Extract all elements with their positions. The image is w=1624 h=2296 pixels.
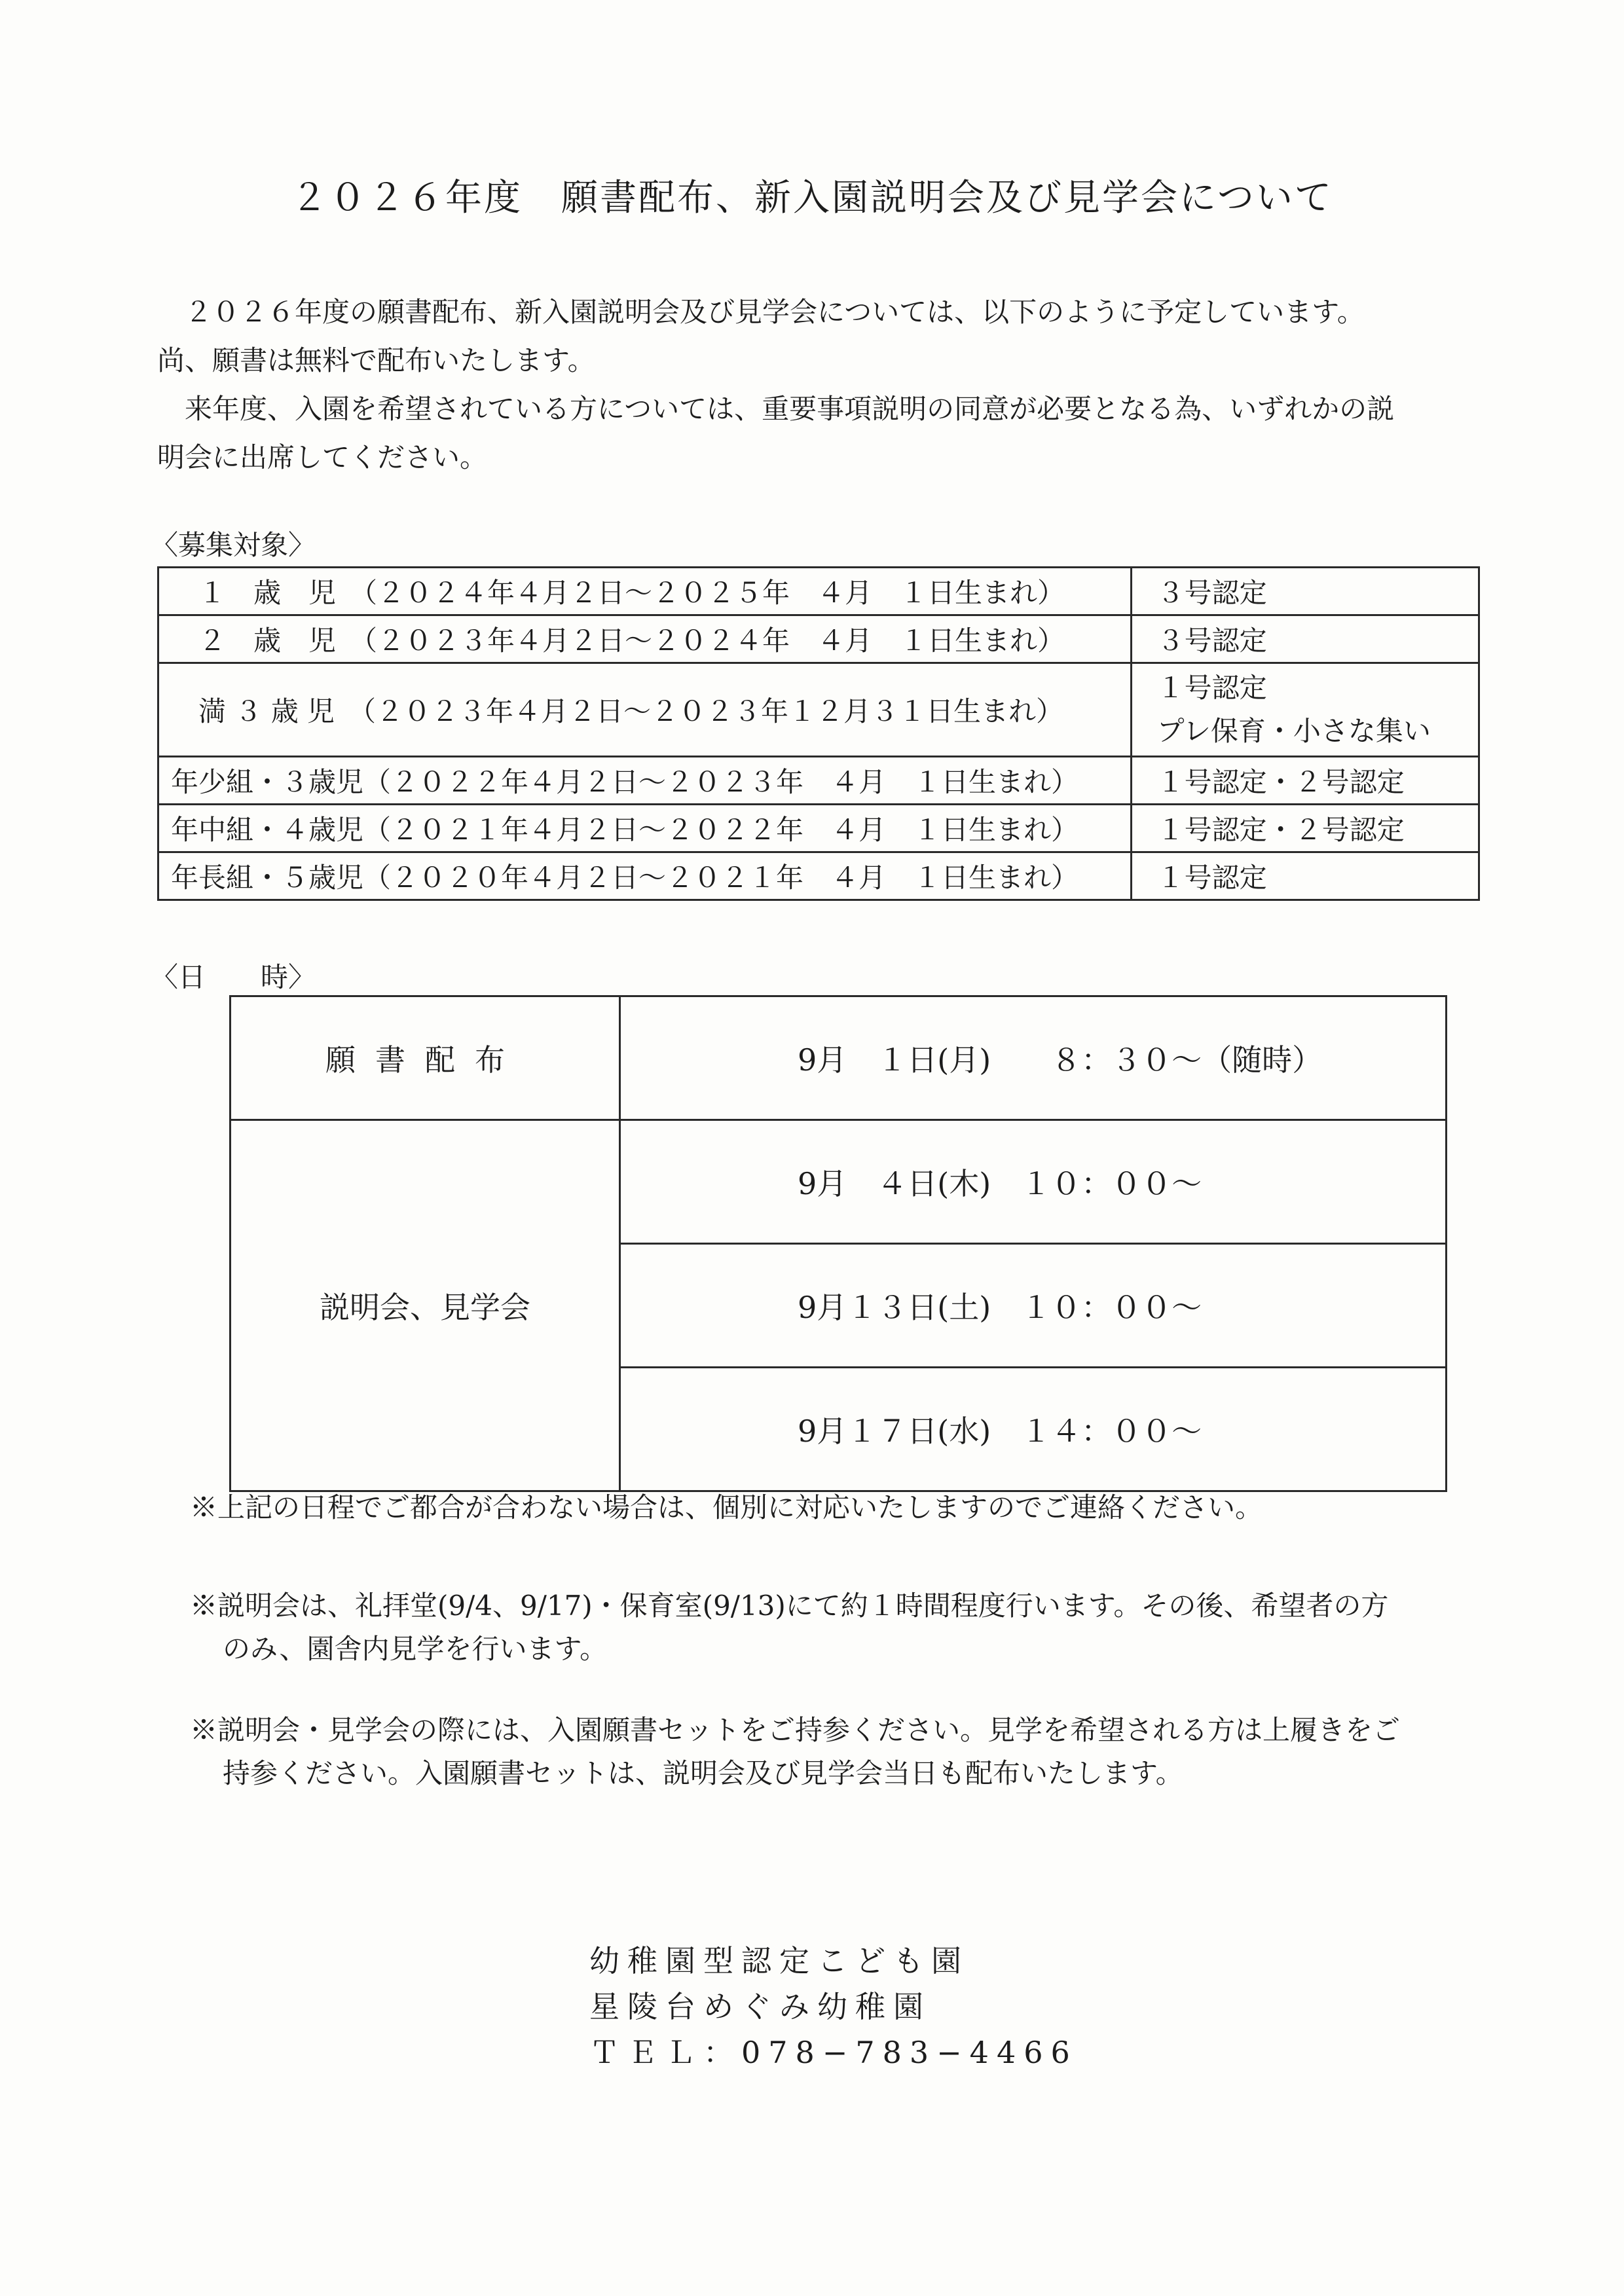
note-1: ※上記の日程でご都合が合わない場合は、個別に対応いたしますのでご連絡ください。 [190,1491,1263,1523]
intro-line-3: 来年度、入園を希望されている方については、重要事項説明の同意が必要となる為、いずれかの説 [185,393,1395,425]
footer-org-name: 星陵台めぐみ幼稚園 [589,1989,931,2024]
intro-line-1: ２０２６年度の願書配布、新入園説明会及び見学会については、以下のように予定しています。 [185,296,1365,328]
cert-cell: ３号認定 [1131,568,1479,615]
intro-line-2: 尚、願書は無料で配布いたします。 [157,344,595,376]
cert-cell: １号認定・２号認定 [1131,757,1479,805]
table-row [158,805,1479,852]
note-2 [190,1584,1500,1671]
age-cell: １ 歳 児 （２０２４年４月２日～２０２５年 ４月 １日生まれ） [158,568,1132,615]
schedule-label: 〈日 時〉 [151,961,316,993]
footer [589,1938,1078,2075]
briefing-date: 9月１７日(水) １４：００～ [620,1368,1447,1491]
briefing-date: 9月１３日(土) １０：００～ [620,1244,1447,1368]
distribution-label: 願書配布 [231,996,620,1120]
note-3-line-2: 持参ください。入園願書セットは、説明会及び見学会当日も配布いたします。 [223,1757,1183,1789]
cert-line-1: １号認定 [1156,672,1267,704]
intro-line-4: 明会に出席してください。 [157,441,488,473]
note-3 [190,1709,1500,1795]
age-cell: 満 ３ 歳 児 （２０２３年４月２日～２０２３年１２月３１日生まれ） [158,663,1132,757]
table-row [158,852,1479,900]
table-row [158,615,1479,663]
note-3-line-1: ※説明会・見学会の際には、入園願書セットをご持参ください。見学を希望される方は上履きをご [190,1714,1401,1746]
schedule-table [229,995,1447,1492]
age-cell: 年中組・４歳児（２０２１年４月２日～２０２２年 ４月 １日生まれ） [158,805,1132,852]
cert-cell: １号認定 [1131,852,1479,900]
distribution-value: 9月 １日(月) ８：３０～（随時） [620,996,1447,1120]
note-2-line-2: のみ、園舎内見学を行います。 [223,1633,608,1665]
document-title: ２０２６年度 願書配布、新入園説明会及び見学会について [291,177,1333,219]
table-row [158,568,1479,615]
briefing-label: 説明会、見学会 [231,1120,620,1491]
cert-cell [1131,663,1479,757]
recruitment-table [157,566,1480,901]
footer-tel: ＴＥＬ：078−783−4466 [589,2035,1078,2070]
age-cell: ２ 歳 児 （２０２３年４月２日～２０２４年 ４月 １日生まれ） [158,615,1132,663]
briefing-date: 9月 ４日(木) １０：００～ [620,1120,1447,1244]
cert-cell: ３号認定 [1131,615,1479,663]
cert-line-2: プレ保育・小さな集い [1156,715,1431,747]
recruitment-label: 〈募集対象〉 [151,529,316,561]
table-row [231,1120,1447,1244]
age-cell: 年少組・３歳児（２０２２年４月２日～２０２３年 ４月 １日生まれ） [158,757,1132,805]
cert-cell: １号認定・２号認定 [1131,805,1479,852]
footer-org-type: 幼稚園型認定こども園 [589,1943,969,1978]
note-2-line-1: ※説明会は、礼拝堂(9/4、9/17)・保育室(9/13)にて約１時間程度行います。その後、希望者の方 [190,1590,1389,1622]
age-cell: 年長組・５歳児（２０２０年４月２日～２０２１年 ４月 １日生まれ） [158,852,1132,900]
table-row [158,663,1479,757]
table-row [158,757,1479,805]
table-row [231,996,1447,1120]
